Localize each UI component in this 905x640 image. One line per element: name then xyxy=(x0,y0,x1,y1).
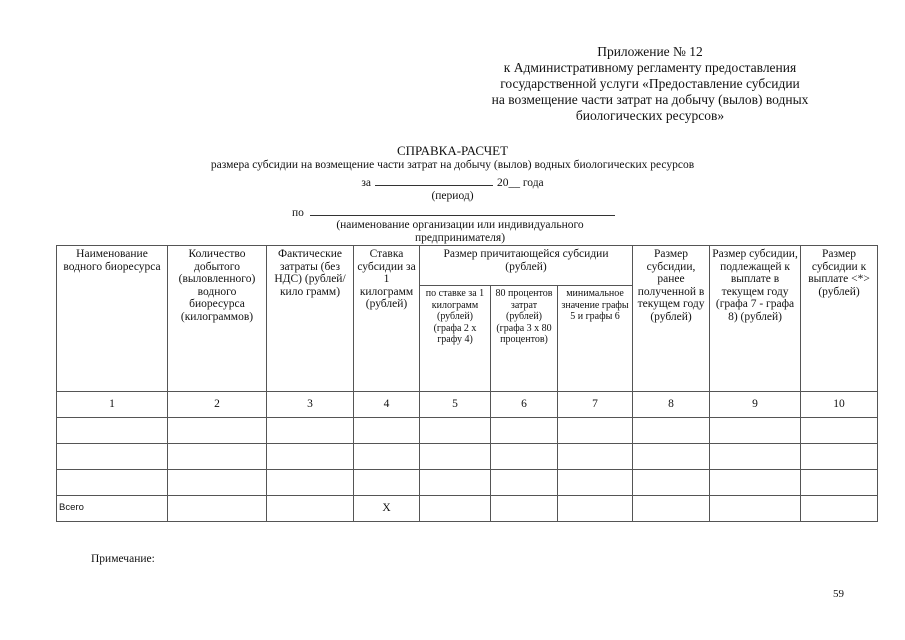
table-cell[interactable] xyxy=(354,418,420,444)
table-cell[interactable] xyxy=(558,444,633,470)
form-subtitle: размера субсидии на возмещение части затрат на добычу (вылов) водных биологических ресурсов xyxy=(210,159,695,171)
period-line xyxy=(0,175,905,189)
calculation-table xyxy=(56,245,878,522)
table-cell[interactable] xyxy=(57,418,168,444)
table-cell[interactable] xyxy=(491,444,558,470)
header-by-rate: по ставке за 1 килограмм (рублей) (графа 2 x графу 4) xyxy=(420,286,491,392)
table-cell[interactable] xyxy=(710,496,801,522)
po-label: по xyxy=(292,207,304,219)
table-cell[interactable] xyxy=(633,496,710,522)
column-number: 7 xyxy=(558,392,633,418)
period-note: (период) xyxy=(431,190,474,202)
table-cell[interactable] xyxy=(801,418,878,444)
note-label: Примечание: xyxy=(91,553,155,565)
total-rate-cross: Х xyxy=(354,496,420,522)
table-cell[interactable] xyxy=(558,470,633,496)
table-cell[interactable] xyxy=(491,496,558,522)
table-cell[interactable] xyxy=(354,470,420,496)
header-previous-subsidy: Размер субсидии, ранее полученной в текущем году (рублей) xyxy=(633,246,710,392)
org-line xyxy=(292,205,615,219)
table-row xyxy=(57,418,878,444)
org-note-line: (наименование организации или индивидуального xyxy=(336,219,584,231)
header-payable-subsidy: Размер субсидии, подлежащей к выплате в текущем году (графа 7 - графа 8) (рублей) xyxy=(710,246,801,392)
table-cell[interactable] xyxy=(710,444,801,470)
table-cell[interactable] xyxy=(633,418,710,444)
table-cell[interactable] xyxy=(710,470,801,496)
table-cell[interactable] xyxy=(168,470,267,496)
appendix-line: на возмещение части затрат на добычу (вылов) водных xyxy=(491,92,809,107)
table-cell[interactable] xyxy=(420,470,491,496)
table-cell[interactable] xyxy=(57,470,168,496)
table-cell[interactable] xyxy=(801,444,878,470)
table-cell[interactable] xyxy=(354,444,420,470)
total-label: Всего xyxy=(57,496,168,522)
table-cell[interactable] xyxy=(801,496,878,522)
column-number: 3 xyxy=(267,392,354,418)
header-actual-costs: Фактические затраты (без НДС) (рублей/кило грамм) xyxy=(267,246,354,392)
period-suffix: 20__ года xyxy=(496,177,544,189)
table-cell[interactable] xyxy=(267,444,354,470)
org-note-line: предпринимателя) xyxy=(414,232,506,244)
header-due-subsidy-group: Размер причитающейся субсидии (рублей) xyxy=(420,246,633,286)
table-cell[interactable] xyxy=(168,496,267,522)
table-cell[interactable] xyxy=(267,496,354,522)
page-number: 59 xyxy=(833,588,844,600)
header-subsidy-rate: Ставка субсидии за 1 килограмм (рублей) xyxy=(354,246,420,392)
column-number: 6 xyxy=(491,392,558,418)
org-blank[interactable] xyxy=(310,205,615,216)
table-cell[interactable] xyxy=(558,418,633,444)
total-row xyxy=(57,496,878,522)
table-row xyxy=(57,470,878,496)
org-note xyxy=(310,219,610,245)
header-quantity: Количество добытого (выловленного) водного биоресурса (килограммов) xyxy=(168,246,267,392)
header-80-percent: 80 процентов затрат (рублей) (графа 3 x 80 процентов) xyxy=(491,286,558,392)
table-cell[interactable] xyxy=(491,418,558,444)
table-cell[interactable] xyxy=(633,444,710,470)
table-cell[interactable] xyxy=(420,418,491,444)
column-number: 4 xyxy=(354,392,420,418)
period-blank[interactable] xyxy=(375,175,493,186)
table-cell[interactable] xyxy=(420,444,491,470)
period-prefix: за xyxy=(361,177,371,189)
table-cell[interactable] xyxy=(267,418,354,444)
table-cell[interactable] xyxy=(168,418,267,444)
column-number: 2 xyxy=(168,392,267,418)
column-number: 9 xyxy=(710,392,801,418)
header-resource-name: Наименование водного биоресурса xyxy=(57,246,168,392)
table-cell[interactable] xyxy=(168,444,267,470)
form-title: СПРАВКА-РАСЧЕТ xyxy=(396,143,509,158)
table-cell[interactable] xyxy=(267,470,354,496)
table-cell[interactable] xyxy=(420,496,491,522)
header-subsidy-to-pay: Размер субсидии к выплате <*> (рублей) xyxy=(801,246,878,392)
appendix-line: к Административному регламенту предоставления xyxy=(503,60,797,75)
table-cell[interactable] xyxy=(710,418,801,444)
table-cell[interactable] xyxy=(801,470,878,496)
column-number: 8 xyxy=(633,392,710,418)
appendix-header xyxy=(440,44,860,124)
table-cell[interactable] xyxy=(558,496,633,522)
appendix-line: государственной услуги «Предоставление субсидии xyxy=(500,76,800,91)
table-row xyxy=(57,444,878,470)
table-cell[interactable] xyxy=(491,470,558,496)
column-number: 10 xyxy=(801,392,878,418)
header-minimum: минимальное значение графы 5 и графы 6 xyxy=(558,286,633,392)
appendix-line: биологических ресурсов» xyxy=(575,108,725,123)
column-number: 1 xyxy=(57,392,168,418)
table-cell[interactable] xyxy=(633,470,710,496)
table-cell[interactable] xyxy=(57,444,168,470)
column-number: 5 xyxy=(420,392,491,418)
appendix-line: Приложение № 12 xyxy=(597,44,703,59)
